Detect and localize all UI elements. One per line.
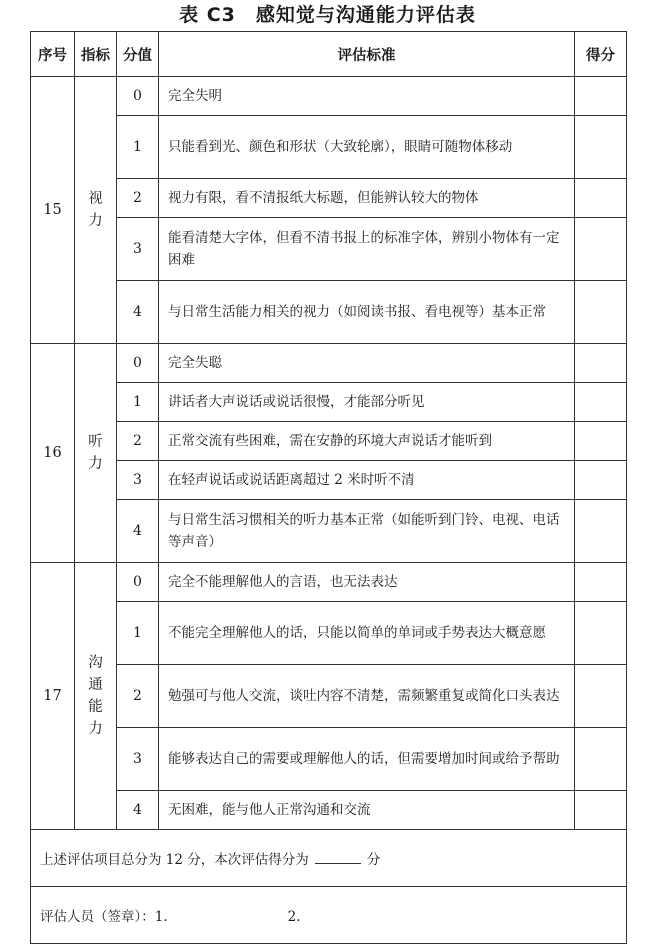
indicator-char: 力 (88, 456, 103, 472)
score-cell: 2 (117, 422, 159, 461)
got-score-cell[interactable] (575, 461, 627, 500)
total-cell (31, 830, 627, 887)
criteria-cell: 与日常生活习惯相关的听力基本正常（如能听到门铃、电视、电话等声音） (159, 500, 575, 563)
table-code: 表 C3 (179, 4, 236, 26)
score-cell: 0 (117, 344, 159, 383)
score-cell: 2 (117, 665, 159, 728)
criteria-cell: 视力有限，看不清报纸大标题，但能辨认较大的物体 (159, 179, 575, 218)
indicator-char: 视 (88, 191, 103, 207)
header-row (31, 32, 627, 77)
signature-label: 评估人员（签章）：1. (40, 909, 168, 925)
score-cell: 2 (117, 179, 159, 218)
criteria-cell: 只能看到光、颜色和形状（大致轮廓），眼睛可随物体移动 (159, 116, 575, 179)
indicator-char: 听 (88, 434, 103, 450)
indicator-cell (75, 77, 117, 344)
seq-cell: 15 (31, 77, 75, 344)
table-row (31, 116, 627, 179)
score-cell: 1 (117, 383, 159, 422)
got-score-cell[interactable] (575, 218, 627, 281)
got-score-cell[interactable] (575, 179, 627, 218)
header-got: 得分 (575, 32, 627, 77)
score-cell: 4 (117, 791, 159, 830)
header-criteria: 评估标准 (159, 32, 575, 77)
got-score-cell[interactable] (575, 563, 627, 602)
table-row (31, 218, 627, 281)
score-cell: 1 (117, 602, 159, 665)
criteria-cell: 在轻声说话或说话距离超过 2 米时听不清 (159, 461, 575, 500)
criteria-cell: 无困难，能与他人正常沟通和交流 (159, 791, 575, 830)
got-score-cell[interactable] (575, 116, 627, 179)
criteria-cell: 不能完全理解他人的话，只能以简单的单词或手势表达大概意愿 (159, 602, 575, 665)
table-row (31, 344, 627, 383)
header-seq: 序号 (31, 32, 75, 77)
table-row (31, 179, 627, 218)
score-cell: 0 (117, 77, 159, 116)
seq-cell: 16 (31, 344, 75, 563)
indicator-char: 沟 (88, 655, 103, 671)
table-row (31, 500, 627, 563)
got-score-cell[interactable] (575, 383, 627, 422)
header-indicator: 指标 (75, 32, 117, 77)
table-row (31, 383, 627, 422)
table-title (0, 0, 655, 30)
got-score-cell[interactable] (575, 728, 627, 791)
criteria-cell: 完全失聪 (159, 344, 575, 383)
table-row (31, 77, 627, 116)
got-score-cell[interactable] (575, 791, 627, 830)
table-row (31, 728, 627, 791)
signature-row (31, 887, 627, 944)
criteria-cell: 完全失明 (159, 77, 575, 116)
table-row (31, 563, 627, 602)
total-unit: 分 (366, 852, 381, 868)
criteria-cell: 能够表达自己的需要或理解他人的话，但需要增加时间或给予帮助 (159, 728, 575, 791)
criteria-cell: 与日常生活能力相关的视力（如阅读书报、看电视等）基本正常 (159, 281, 575, 344)
got-score-cell[interactable] (575, 665, 627, 728)
got-score-cell[interactable] (575, 602, 627, 665)
table-row (31, 422, 627, 461)
header-score: 分值 (117, 32, 159, 77)
score-cell: 3 (117, 728, 159, 791)
table-row (31, 791, 627, 830)
total-row (31, 830, 627, 887)
indicator-char: 通 (88, 677, 103, 693)
criteria-cell: 正常交流有些困难，需在安静的环境大声说话才能听到 (159, 422, 575, 461)
got-score-cell[interactable] (575, 77, 627, 116)
indicator-char: 能 (88, 699, 103, 715)
got-score-cell[interactable] (575, 281, 627, 344)
signature-second: 2. (287, 909, 301, 925)
criteria-cell: 完全不能理解他人的言语，也无法表达 (159, 563, 575, 602)
total-text: 上述评估项目总分为 12 分，本次评估得分为 (40, 852, 309, 868)
score-cell: 3 (117, 218, 159, 281)
got-score-cell[interactable] (575, 500, 627, 563)
score-cell: 3 (117, 461, 159, 500)
table-row (31, 461, 627, 500)
criteria-cell: 讲话者大声说话或说话很慢，才能部分听见 (159, 383, 575, 422)
indicator-cell (75, 563, 117, 830)
assessment-table (30, 31, 627, 944)
criteria-cell: 能看清楚大字体，但看不清书报上的标准字体，辨别小物体有一定困难 (159, 218, 575, 281)
got-score-cell[interactable] (575, 422, 627, 461)
indicator-char: 力 (88, 721, 103, 737)
signature-cell (31, 887, 627, 944)
score-cell: 4 (117, 281, 159, 344)
score-cell: 4 (117, 500, 159, 563)
table-row (31, 665, 627, 728)
indicator-char: 力 (88, 213, 103, 229)
got-score-cell[interactable] (575, 344, 627, 383)
total-score-blank[interactable] (315, 849, 361, 864)
table-title-text: 感知觉与沟通能力评估表 (255, 4, 476, 26)
table-row (31, 602, 627, 665)
score-cell: 0 (117, 563, 159, 602)
criteria-cell: 勉强可与他人交流，谈吐内容不清楚，需频繁重复或简化口头表达 (159, 665, 575, 728)
table-row (31, 281, 627, 344)
indicator-cell (75, 344, 117, 563)
seq-cell: 17 (31, 563, 75, 830)
score-cell: 1 (117, 116, 159, 179)
